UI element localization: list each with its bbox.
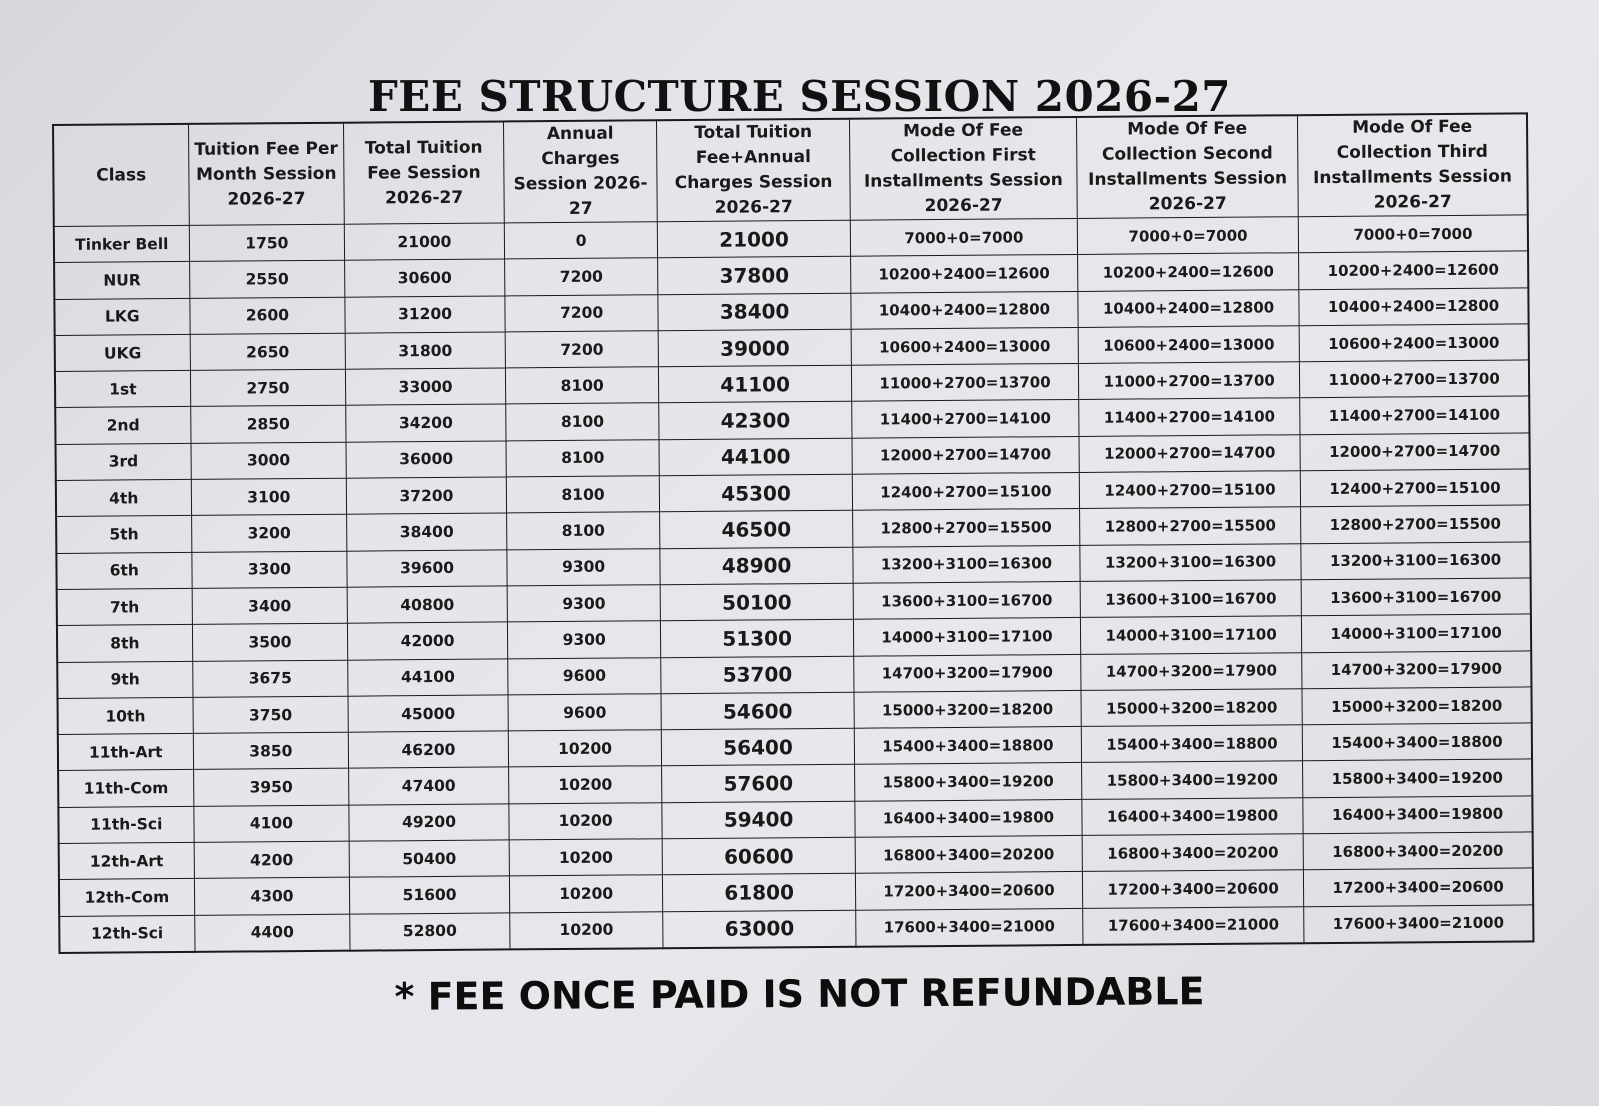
cell-total-tuition: 33000	[346, 368, 506, 406]
cell-total-fee: 50100	[661, 583, 854, 621]
cell-total-fee: 42300	[659, 402, 852, 440]
cell-tuition-per-month: 2550	[189, 261, 345, 299]
cell-tuition-per-month: 2850	[190, 406, 346, 444]
cell-first-installment: 13200+3100=16300	[853, 545, 1081, 583]
cell-class: 12th-Com	[59, 879, 194, 916]
cell-total-tuition: 40800	[347, 586, 507, 624]
cell-annual-charges: 9300	[507, 585, 661, 623]
cell-annual-charges: 10200	[508, 730, 662, 768]
cell-tuition-per-month: 3000	[191, 442, 347, 480]
fee-table-wrapper	[52, 112, 1534, 954]
cell-total-fee: 21000	[658, 220, 851, 258]
cell-class: 10th	[58, 697, 193, 734]
cell-total-tuition: 37200	[346, 477, 506, 515]
cell-second-installment: 7000+0=7000	[1077, 217, 1298, 255]
cell-annual-charges: 7200	[504, 258, 658, 296]
cell-class: 2nd	[55, 407, 190, 444]
cell-class: 11th-Art	[58, 734, 193, 771]
cell-total-tuition: 30600	[345, 259, 505, 297]
cell-class: 1st	[55, 371, 190, 408]
fee-table-body	[54, 215, 1534, 953]
refund-notice: * FEE ONCE PAID IS NOT REFUNDABLE	[394, 969, 1205, 1019]
cell-tuition-per-month: 4100	[193, 805, 349, 843]
header-annual-charges: Annual Charges Session 2026-27	[503, 120, 657, 223]
cell-annual-charges: 9600	[508, 694, 662, 732]
cell-third-installment: 10200+2400=12600	[1299, 251, 1529, 289]
cell-second-installment: 10200+2400=12600	[1078, 253, 1299, 291]
cell-second-installment: 15400+3400=18800	[1081, 725, 1302, 763]
cell-total-fee: 59400	[662, 801, 855, 839]
cell-first-installment: 17600+3400=21000	[856, 908, 1084, 947]
cell-first-installment: 12400+2700=15100	[852, 473, 1080, 511]
cell-annual-charges: 9600	[508, 657, 662, 695]
cell-second-installment: 14000+3100=17100	[1080, 616, 1301, 654]
cell-class: 12th-Sci	[59, 915, 194, 953]
cell-annual-charges: 9300	[507, 621, 661, 659]
cell-third-installment: 12000+2700=14700	[1300, 433, 1530, 471]
header-row	[53, 113, 1528, 226]
cell-total-fee: 41100	[659, 365, 852, 403]
cell-total-fee: 48900	[660, 547, 853, 585]
cell-total-tuition: 46200	[348, 731, 508, 769]
cell-total-tuition: 47400	[349, 767, 509, 805]
cell-total-tuition: 36000	[346, 441, 506, 479]
cell-first-installment: 12000+2700=14700	[852, 436, 1080, 474]
header-total-tuition: Total Tuition Fee Session 2026-27	[344, 121, 504, 224]
cell-total-tuition: 45000	[348, 695, 508, 733]
cell-tuition-per-month: 3500	[192, 623, 348, 661]
cell-first-installment: 11400+2700=14100	[852, 400, 1080, 438]
cell-third-installment: 11000+2700=13700	[1300, 360, 1530, 398]
cell-third-installment: 13200+3100=16300	[1301, 542, 1531, 580]
cell-total-tuition: 51600	[350, 876, 510, 914]
cell-total-fee: 56400	[662, 728, 855, 766]
header-tuition-per-month: Tuition Fee Per Month Session 2026-27	[188, 123, 344, 226]
cell-second-installment: 15000+3200=18200	[1081, 689, 1302, 727]
cell-annual-charges: 10200	[509, 802, 663, 840]
cell-annual-charges: 8100	[505, 367, 659, 405]
cell-first-installment: 14000+3100=17100	[853, 618, 1081, 656]
cell-class: 11th-Com	[58, 770, 193, 807]
cell-tuition-per-month: 4400	[194, 914, 350, 952]
cell-tuition-per-month: 3850	[193, 732, 349, 770]
cell-total-fee: 44100	[659, 438, 852, 476]
cell-first-installment: 14700+3200=17900	[854, 654, 1082, 692]
cell-second-installment: 10600+2400=13000	[1078, 326, 1299, 364]
cell-total-fee: 46500	[660, 511, 853, 549]
cell-tuition-per-month: 3750	[193, 696, 349, 734]
cell-first-installment: 16800+3400=20200	[855, 835, 1083, 873]
cell-third-installment: 15400+3400=18800	[1302, 723, 1532, 761]
header-total-fee: Total Tuition Fee+Annual Charges Session 2026-27	[657, 119, 850, 222]
cell-third-installment: 12800+2700=15500	[1301, 505, 1531, 543]
cell-second-installment: 16400+3400=19800	[1082, 797, 1303, 835]
cell-second-installment: 16800+3400=20200	[1082, 834, 1303, 872]
cell-third-installment: 7000+0=7000	[1298, 215, 1528, 253]
cell-total-tuition: 52800	[350, 913, 510, 951]
cell-first-installment: 12800+2700=15500	[852, 509, 1080, 547]
cell-total-tuition: 42000	[348, 622, 508, 660]
cell-third-installment: 11400+2700=14100	[1300, 396, 1530, 434]
cell-third-installment: 16400+3400=19800	[1303, 796, 1533, 834]
cell-total-fee: 38400	[658, 293, 851, 331]
cell-second-installment: 13200+3100=16300	[1080, 543, 1301, 581]
cell-third-installment: 10400+2400=12800	[1299, 288, 1529, 326]
cell-total-tuition: 50400	[349, 840, 509, 878]
cell-tuition-per-month: 4300	[194, 878, 350, 916]
cell-tuition-per-month: 3100	[191, 478, 347, 516]
cell-tuition-per-month: 3675	[192, 660, 348, 698]
cell-class: 3rd	[56, 443, 191, 480]
cell-class: LKG	[54, 298, 189, 335]
header-second-installment: Mode Of Fee Collection Second Installments Session 2026-27	[1077, 115, 1299, 218]
cell-total-fee: 57600	[662, 765, 855, 803]
page-title: FEE STRUCTURE SESSION 2026-27	[367, 72, 1232, 121]
cell-annual-charges: 8100	[506, 440, 660, 478]
cell-total-tuition: 31200	[345, 296, 505, 334]
cell-total-fee: 51300	[661, 619, 854, 657]
cell-third-installment: 17200+3400=20600	[1304, 868, 1534, 906]
cell-class: 6th	[56, 552, 191, 589]
cell-third-installment: 14000+3100=17100	[1302, 614, 1532, 652]
cell-second-installment: 13600+3100=16700	[1080, 580, 1301, 618]
header-third-installment: Mode Of Fee Collection Third Installments Session 2026-27	[1298, 113, 1528, 216]
cell-annual-charges: 10200	[509, 875, 663, 913]
cell-annual-charges: 8100	[506, 476, 660, 514]
cell-annual-charges: 7200	[505, 294, 659, 332]
cell-third-installment: 13600+3100=16700	[1301, 578, 1531, 616]
cell-first-installment: 15800+3400=19200	[854, 763, 1082, 801]
cell-annual-charges: 8100	[506, 512, 660, 550]
cell-annual-charges: 8100	[506, 403, 660, 441]
cell-tuition-per-month: 1750	[189, 224, 345, 262]
cell-second-installment: 14700+3200=17900	[1081, 652, 1302, 690]
cell-first-installment: 10600+2400=13000	[851, 327, 1079, 365]
cell-class: 12th-Art	[59, 842, 194, 879]
cell-second-installment: 15800+3400=19200	[1082, 761, 1303, 799]
cell-first-installment: 15000+3200=18200	[854, 690, 1082, 728]
cell-tuition-per-month: 3950	[193, 769, 349, 807]
cell-annual-charges: 0	[504, 222, 658, 260]
cell-class: Tinker Bell	[54, 225, 189, 262]
cell-class: 8th	[57, 625, 192, 662]
cell-third-installment: 12400+2700=15100	[1300, 469, 1530, 507]
cell-second-installment: 17200+3400=20600	[1082, 870, 1303, 908]
cell-total-tuition: 39600	[347, 550, 507, 588]
cell-total-tuition: 21000	[344, 223, 504, 261]
cell-third-installment: 15000+3200=18200	[1302, 687, 1532, 725]
cell-annual-charges: 7200	[505, 331, 659, 369]
cell-class: 11th-Sci	[58, 806, 193, 843]
cell-tuition-per-month: 3400	[192, 587, 348, 625]
cell-second-installment: 11400+2700=14100	[1079, 398, 1300, 436]
cell-first-installment: 17200+3400=20600	[855, 872, 1083, 910]
cell-first-installment: 10200+2400=12600	[850, 255, 1078, 293]
cell-tuition-per-month: 3300	[191, 551, 347, 589]
cell-tuition-per-month: 2750	[190, 369, 346, 407]
cell-total-fee: 39000	[659, 329, 852, 367]
cell-first-installment: 10400+2400=12800	[851, 291, 1079, 329]
cell-first-installment: 7000+0=7000	[850, 218, 1078, 256]
cell-total-fee: 63000	[663, 910, 856, 948]
cell-total-tuition: 31800	[345, 332, 505, 370]
cell-annual-charges: 9300	[507, 548, 661, 586]
cell-third-installment: 14700+3200=17900	[1302, 650, 1532, 688]
cell-third-installment: 16800+3400=20200	[1303, 832, 1533, 870]
cell-first-installment: 11000+2700=13700	[851, 364, 1079, 402]
cell-class: 9th	[57, 661, 192, 698]
cell-class: 4th	[56, 479, 191, 516]
cell-second-installment: 10400+2400=12800	[1078, 289, 1299, 327]
cell-first-installment: 13600+3100=16700	[853, 581, 1081, 619]
cell-class: 7th	[57, 588, 192, 625]
cell-total-fee: 60600	[663, 837, 856, 875]
cell-second-installment: 12800+2700=15500	[1080, 507, 1301, 545]
fee-table	[52, 112, 1534, 954]
cell-tuition-per-month: 2600	[189, 297, 345, 335]
cell-annual-charges: 10200	[510, 911, 664, 949]
cell-class: NUR	[54, 262, 189, 299]
header-class: Class	[53, 124, 189, 227]
cell-tuition-per-month: 4200	[194, 841, 350, 879]
cell-total-tuition: 34200	[346, 404, 506, 442]
cell-second-installment: 11000+2700=13700	[1078, 362, 1299, 400]
cell-annual-charges: 10200	[508, 766, 662, 804]
cell-total-fee: 53700	[661, 656, 854, 694]
cell-second-installment: 12000+2700=14700	[1079, 434, 1300, 472]
cell-tuition-per-month: 2650	[190, 333, 346, 371]
cell-class: 5th	[56, 516, 191, 553]
cell-total-fee: 61800	[663, 874, 856, 912]
cell-total-tuition: 49200	[349, 804, 509, 842]
cell-tuition-per-month: 3200	[191, 515, 347, 553]
cell-first-installment: 15400+3400=18800	[854, 727, 1082, 765]
cell-third-installment: 17600+3400=21000	[1304, 905, 1534, 944]
cell-third-installment: 15800+3400=19200	[1303, 759, 1533, 797]
cell-second-installment: 12400+2700=15100	[1079, 471, 1300, 509]
cell-total-tuition: 44100	[348, 659, 508, 697]
cell-second-installment: 17600+3400=21000	[1083, 906, 1304, 945]
cell-annual-charges: 10200	[509, 839, 663, 877]
cell-total-fee: 45300	[660, 474, 853, 512]
header-first-installment: Mode Of Fee Collection First Installments Session 2026-27	[849, 117, 1077, 220]
cell-class: UKG	[55, 334, 190, 371]
cell-total-fee: 37800	[658, 257, 851, 295]
cell-total-tuition: 38400	[347, 513, 507, 551]
cell-total-fee: 54600	[661, 692, 854, 730]
cell-first-installment: 16400+3400=19800	[855, 799, 1083, 837]
cell-third-installment: 10600+2400=13000	[1299, 324, 1529, 362]
